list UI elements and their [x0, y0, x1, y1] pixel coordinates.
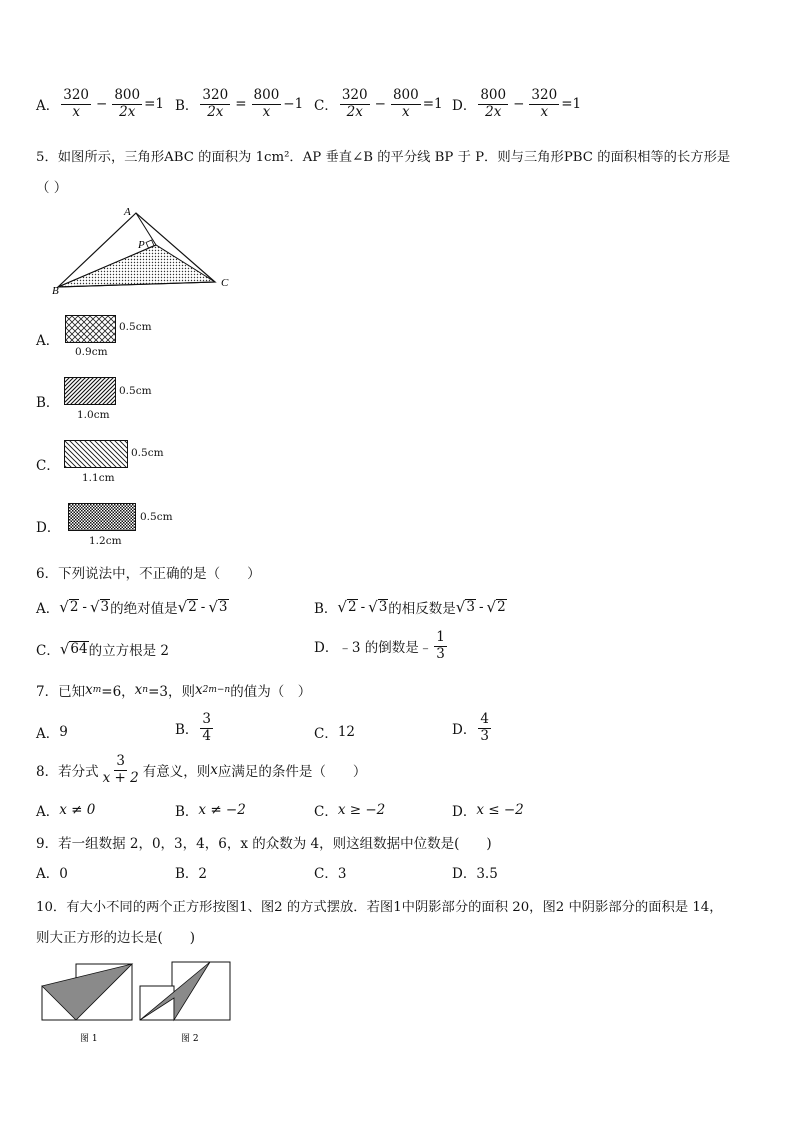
rectangle-a [65, 315, 116, 343]
rectangle-d [68, 503, 136, 531]
q5-option-a[interactable]: A． [36, 333, 60, 349]
q5-option-b[interactable]: B． [36, 395, 60, 411]
label-a: A [124, 206, 131, 218]
fraction: $\frac{320}{2x}$ [341, 87, 368, 120]
fraction: $\frac{320}{x}$ [63, 87, 90, 120]
sqrt: √ 3 [208, 597, 228, 616]
q8-stem: 8．若分式 $\frac{3}{x + 2}$ 有意义，则 x 应满足的条件是（ ） [36, 753, 367, 786]
q4-option-a[interactable]: A． $\frac{320}{x}$ − $\frac{800}{2x}$ =1 [36, 87, 165, 120]
sqrt: √ 2 [486, 597, 506, 616]
sqrt: √ 3 [368, 597, 388, 616]
rect-d-height: 0.5cm [140, 511, 173, 523]
small-square-2 [140, 986, 174, 1020]
q6-option-a[interactable]: A． √ 2 - √ 3 的绝对值是 √ 2 - √ 3 [36, 597, 228, 617]
q7-option-b[interactable]: B． $\frac{3}{4}$ [175, 711, 212, 744]
rectangle-c [64, 440, 128, 468]
rect-c-width: 1.1cm [82, 472, 115, 484]
q6-option-d[interactable]: D． ﹣3 的倒数是﹣ $\frac{1}{3}$ [314, 629, 445, 662]
fraction: $\frac{4}{3}$ [480, 711, 489, 744]
q9-option-a[interactable]: A．0 [36, 866, 68, 882]
q9-option-b[interactable]: B．2 [175, 866, 208, 882]
sqrt: √ 3 [89, 597, 110, 616]
q6-stem: 6．下列说法中，不正确的是（ ） [36, 566, 261, 582]
q10-figures [40, 956, 236, 1046]
q5-stem-bracket: （ ） [36, 180, 68, 196]
fig1-caption: 图 1 [80, 1034, 98, 1044]
figure-2 [140, 962, 230, 1020]
rect-a-width: 0.9cm [75, 346, 108, 358]
q7-option-d[interactable]: D． $\frac{4}{3}$ [452, 711, 489, 744]
q5-stem: 5．如图所示，三角形ABC 的面积为 1cm²．AP 垂直∠B 的平分线 BP 于 P．则与三角形PBC 的面积相等的长方形是 [36, 150, 731, 165]
q7-stem: 7．已知 x m =6， x n =3，则 x 2m−n 的值为（ ） [36, 682, 312, 700]
q5-triangle-figure [40, 204, 240, 296]
q8-option-d[interactable]: D． x ≤ −2 [452, 802, 524, 820]
rect-c-height: 0.5cm [131, 447, 164, 459]
q9-option-c[interactable]: C．3 [314, 866, 347, 882]
fraction: $\frac{800}{x}$ [392, 87, 419, 120]
label-c: C [221, 277, 229, 289]
fig2-caption: 图 2 [181, 1034, 199, 1044]
q9-option-d[interactable]: D．3.5 [452, 866, 498, 882]
q4-option-c[interactable]: C． $\frac{320}{2x}$ − $\frac{800}{x}$ =1 [314, 87, 443, 120]
rectangle-b [64, 377, 116, 405]
q5-option-c[interactable]: C． [36, 458, 60, 474]
q8-option-a[interactable]: A． x ≠ 0 [36, 802, 96, 820]
q4-option-d[interactable]: D． $\frac{800}{2x}$ − $\frac{320}{x}$ =1 [452, 87, 582, 120]
sqrt: √ 2 [337, 597, 357, 616]
rect-b-height: 0.5cm [119, 385, 152, 397]
q6-option-c[interactable]: C． √ 64 的立方根是 2 [36, 639, 169, 659]
q10-stem-2: 则大正方形的边长是( ) [36, 930, 196, 946]
sqrt: √ 2 [177, 597, 197, 616]
q9-stem: 9．若一组数据 2，0，3，4，6，x 的众数为 4，则这组数据中位数是( ) [36, 836, 492, 852]
label-p: P [138, 239, 145, 251]
figure-1 [42, 964, 132, 1020]
fraction: $\frac{800}{x}$ [253, 87, 280, 120]
shaded-triangle-pbc [58, 245, 215, 287]
fraction: $\frac{3}{4}$ [202, 711, 212, 744]
rect-a-height: 0.5cm [119, 321, 152, 333]
q6-option-b[interactable]: B． √ 2 - √ 3 的相反数是 √ 3 - √ 2 [314, 597, 506, 617]
q8-option-b[interactable]: B． x ≠ −2 [175, 802, 246, 820]
sqrt: √ 64 [59, 639, 88, 658]
fraction: $\frac{320}{x}$ [531, 87, 558, 120]
q8-option-c[interactable]: C． x ≥ −2 [314, 802, 386, 820]
rect-d-width: 1.2cm [89, 535, 122, 547]
fraction: $\frac{1}{3}$ [436, 629, 445, 662]
rect-b-width: 1.0cm [77, 409, 110, 421]
fraction: $\frac{800}{2x}$ [114, 87, 141, 120]
fraction: $\frac{800}{2x}$ [480, 87, 507, 120]
q4-option-b[interactable]: B． $\frac{320}{2x}$ = $\frac{800}{x}$ −1 [175, 87, 304, 120]
q7-option-c[interactable]: C． 12 [314, 724, 356, 742]
fraction: $\frac{320}{2x}$ [202, 87, 229, 120]
q10-stem: 10．有大小不同的两个正方形按图1、图2 的方式摆放．若图1中阴影部分的面积 20，图2 中阴影部分的面积是 14， [36, 900, 723, 915]
label-b: B [52, 285, 59, 296]
sqrt: √ 2 [59, 597, 79, 616]
q5-option-d[interactable]: D． [36, 520, 61, 536]
q7-option-a[interactable]: A． 9 [36, 724, 68, 742]
fraction: $\frac{3}{x + 2}$ [102, 753, 139, 786]
sqrt: √ 3 [455, 597, 475, 616]
